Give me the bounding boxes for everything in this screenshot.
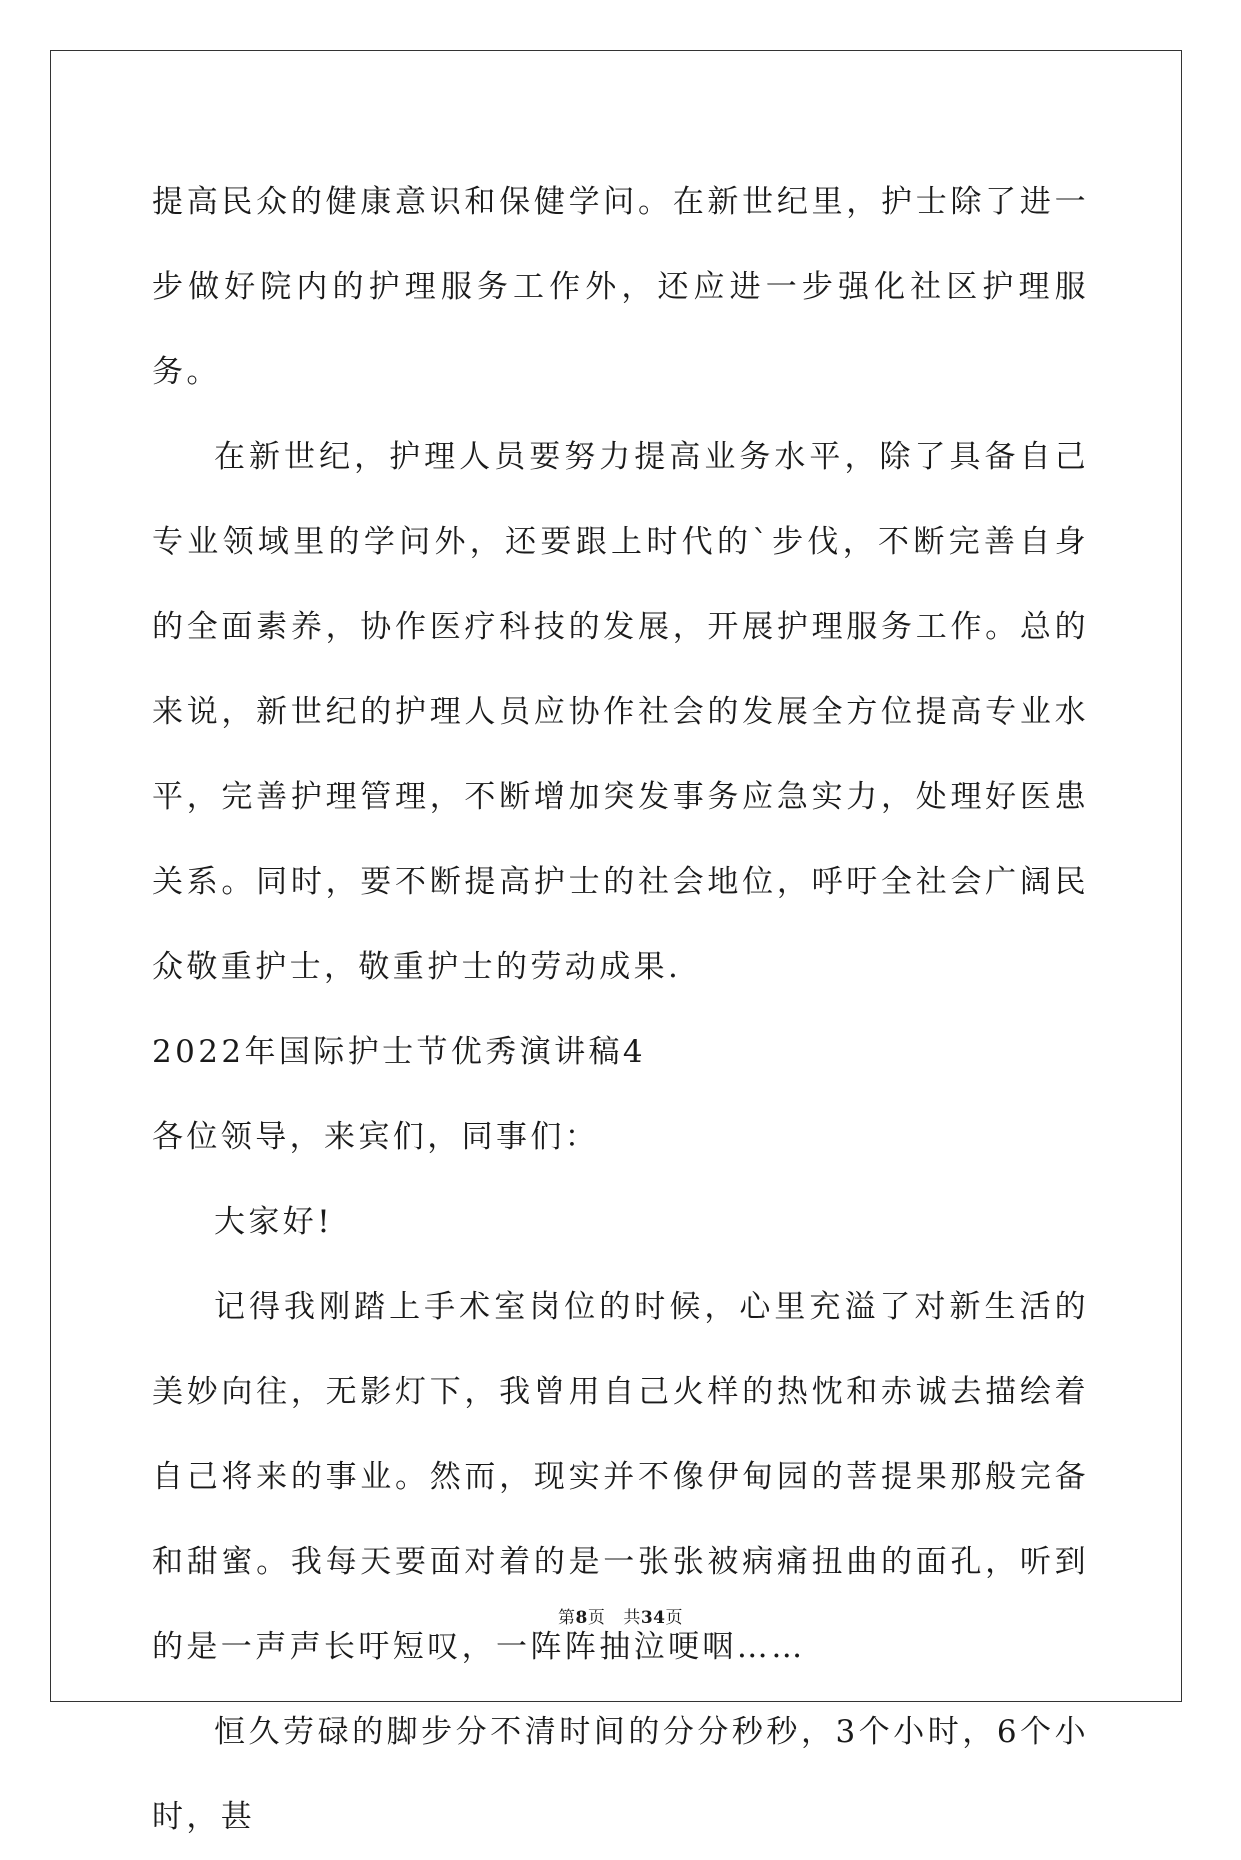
section-heading: 2022年国际护士节优秀演讲稿4: [152, 1034, 647, 1070]
salutation: 各位领导，来宾们，同事们：: [152, 1119, 600, 1155]
paragraph-3: 记得我刚踏上手术室岗位的时候，心里充溢了对新生活的美妙向往，无影灯下，我曾用自己火样的热忱和赤诚去描绘着自己将来的事业。然而，现实并不像伊甸园的菩提果那般完备和甜蜜。我每天要面对着的是一张张被病痛扭曲的面孔，听到的是一声声长吁短叹，一阵阵抽泣哽咽……: [152, 1289, 1089, 1665]
document-body: [152, 160, 1089, 1860]
page-footer: [0, 1606, 1241, 1630]
page-suffix: 页: [587, 1608, 606, 1628]
paragraph-2: 在新世纪，护理人员要努力提高业务水平，除了具备自己专业领域里的学问外，还要跟上时代的`步伐，不断完善自身的全面素养，协作医疗科技的发展，开展护理服务工作。总的来说，新世纪的护理人员应协作社会的发展全方位提高专业水平，完善护理管理，不断增加突发事务应急实力，处理好医患关系。同时，要不断提高护士的社会地位，呼吁全社会广阔民众敬重护士，敬重护士的劳动成果.: [152, 439, 1089, 985]
total-pages: 34: [640, 1608, 666, 1628]
page-number: 8: [575, 1608, 588, 1628]
page-prefix: 第: [557, 1608, 576, 1628]
paragraph-4: 恒久劳碌的脚步分不清时间的分分秒秒，3个小时，6个小时，甚: [152, 1714, 1089, 1835]
total-prefix: 共: [623, 1608, 641, 1628]
greeting: 大家好!: [214, 1204, 334, 1240]
total-suffix: 页: [665, 1608, 683, 1628]
paragraph-1: 提高民众的健康意识和保健学问。在新世纪里，护士除了进一步做好院内的护理服务工作外，还应进一步强化社区护理服务。: [152, 184, 1089, 390]
